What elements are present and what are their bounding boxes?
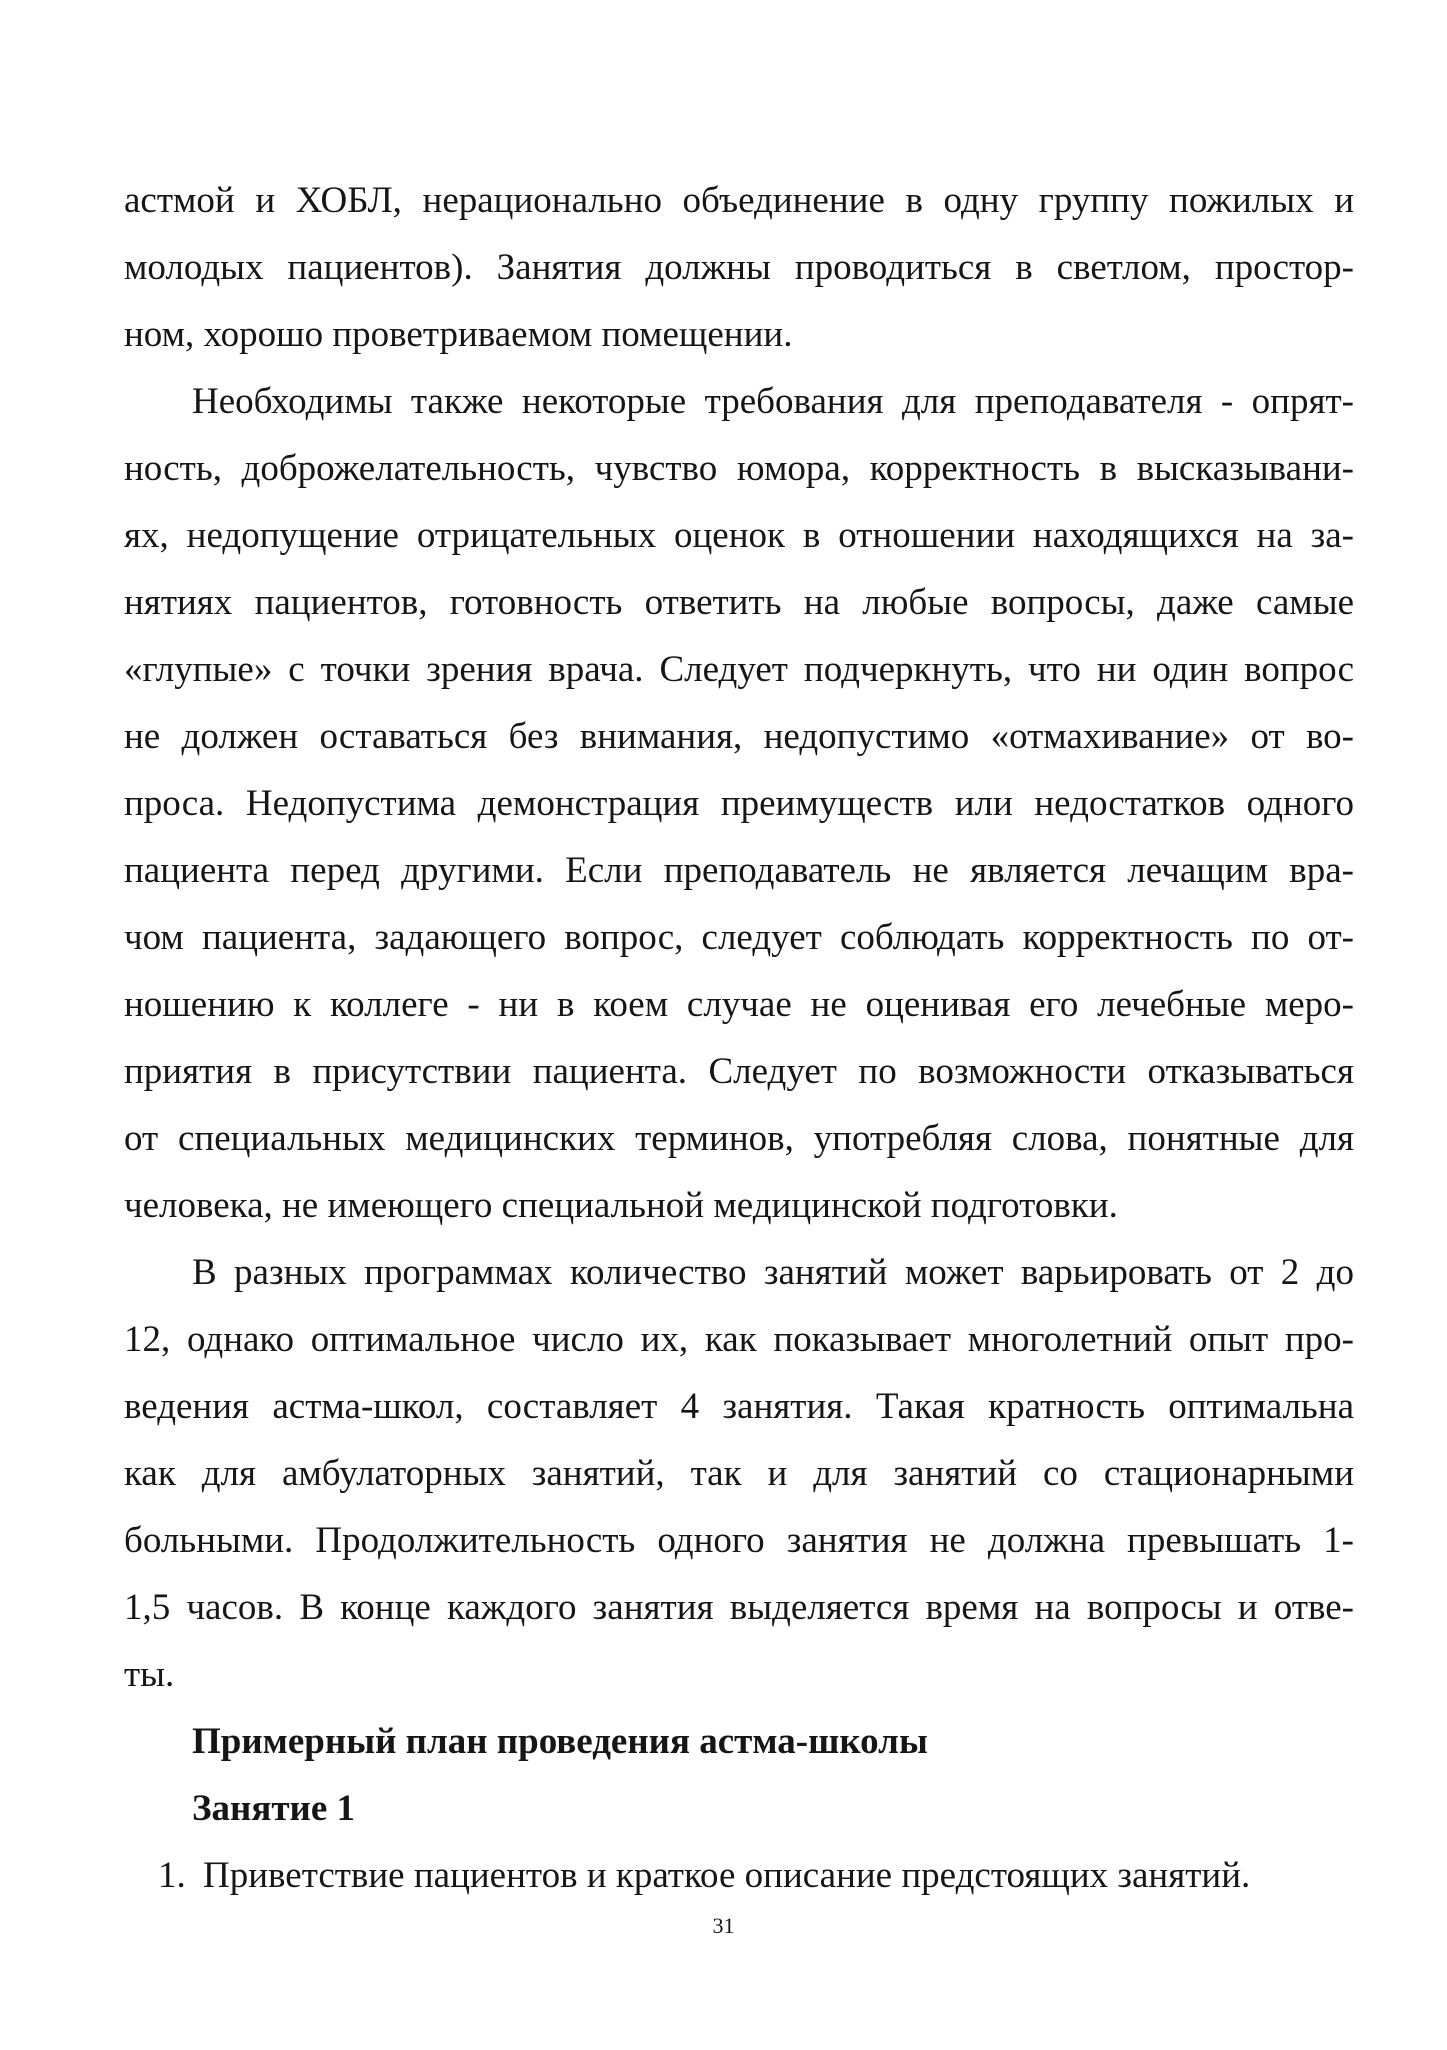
paragraph-2-line-11: приятия в присутствии пациента. Следует по возможности отказываться <box>124 1051 1354 1092</box>
lesson-subheading: Занятие 1 <box>192 1788 356 1829</box>
paragraph-1-line-2: молодых пациентов). Занятия должны проводиться в светлом, простор- <box>124 247 1354 288</box>
paragraph-1-line-1: астмой и ХОБЛ, нерационально объединение в одну группу пожилых и <box>124 180 1354 221</box>
paragraph-1-line-3: ном, хорошо проветриваемом помещении. <box>124 314 793 355</box>
paragraph-2-line-9: чом пациента, задающего вопрос, следует соблюдать корректность по от- <box>124 917 1354 958</box>
paragraph-3-line-4: как для амбулаторных занятий, так и для занятий со стационарными <box>124 1453 1354 1494</box>
paragraph-3-line-3: ведения астма-школ, составляет 4 занятия. Такая кратность оптимальна <box>124 1386 1354 1427</box>
list-item <box>158 1853 1250 1899</box>
paragraph-2-line-5: «глупые» с точки зрения врача. Следует подчеркнуть, что ни один вопрос <box>124 649 1354 690</box>
paragraph-2-line-2: ность, доброжелательность, чувство юмора, корректность в высказывани- <box>124 448 1354 489</box>
paragraph-2-line-6: не должен оставаться без внимания, недопустимо «отмахивание» от во- <box>124 716 1354 757</box>
paragraph-2-line-4: нятиях пациентов, готовность ответить на любые вопросы, даже самые <box>124 582 1354 623</box>
section-heading: Примерный план проведения астма-школы <box>192 1721 928 1762</box>
paragraph-2-line-10: ношению к коллеге - ни в коем случае не оценивая его лечебные меро- <box>124 984 1354 1025</box>
paragraph-2-line-8: пациента перед другими. Если преподаватель не является лечащим вра- <box>124 850 1354 891</box>
paragraph-2-line-3: ях, недопущение отрицательных оценок в отношении находящихся на за- <box>124 515 1354 556</box>
list-item-text: Приветствие пациентов и краткое описание предстоящих занятий. <box>203 1855 1251 1896</box>
list-item-number: 1. <box>158 1855 186 1896</box>
paragraph-2-line-12: от специальных медицинских терминов, употребляя слова, понятные для <box>124 1118 1354 1159</box>
paragraph-3-line-5: больными. Продолжительность одного занятия не должна превышать 1- <box>124 1520 1354 1561</box>
paragraph-2-line-13: человека, не имеющего специальной медицинской подготовки. <box>124 1185 1118 1226</box>
paragraph-3-line-7: ты. <box>124 1654 175 1695</box>
paragraph-3-line-2: 12, однако оптимальное число их, как показывает многолетний опыт про- <box>124 1319 1354 1360</box>
paragraph-3-line-1: В разных программах количество занятий может варьировать от 2 до <box>192 1252 1354 1293</box>
page-number: 31 <box>712 1913 735 1938</box>
paragraph-3-line-6: 1,5 часов. В конце каждого занятия выделяется время на вопросы и отве- <box>124 1587 1354 1628</box>
paragraph-2-line-7: проса. Недопустима демонстрация преимуществ или недостатков одного <box>124 783 1354 824</box>
paragraph-2-line-1: Необходимы также некоторые требования для преподавателя - опрят- <box>192 381 1354 422</box>
